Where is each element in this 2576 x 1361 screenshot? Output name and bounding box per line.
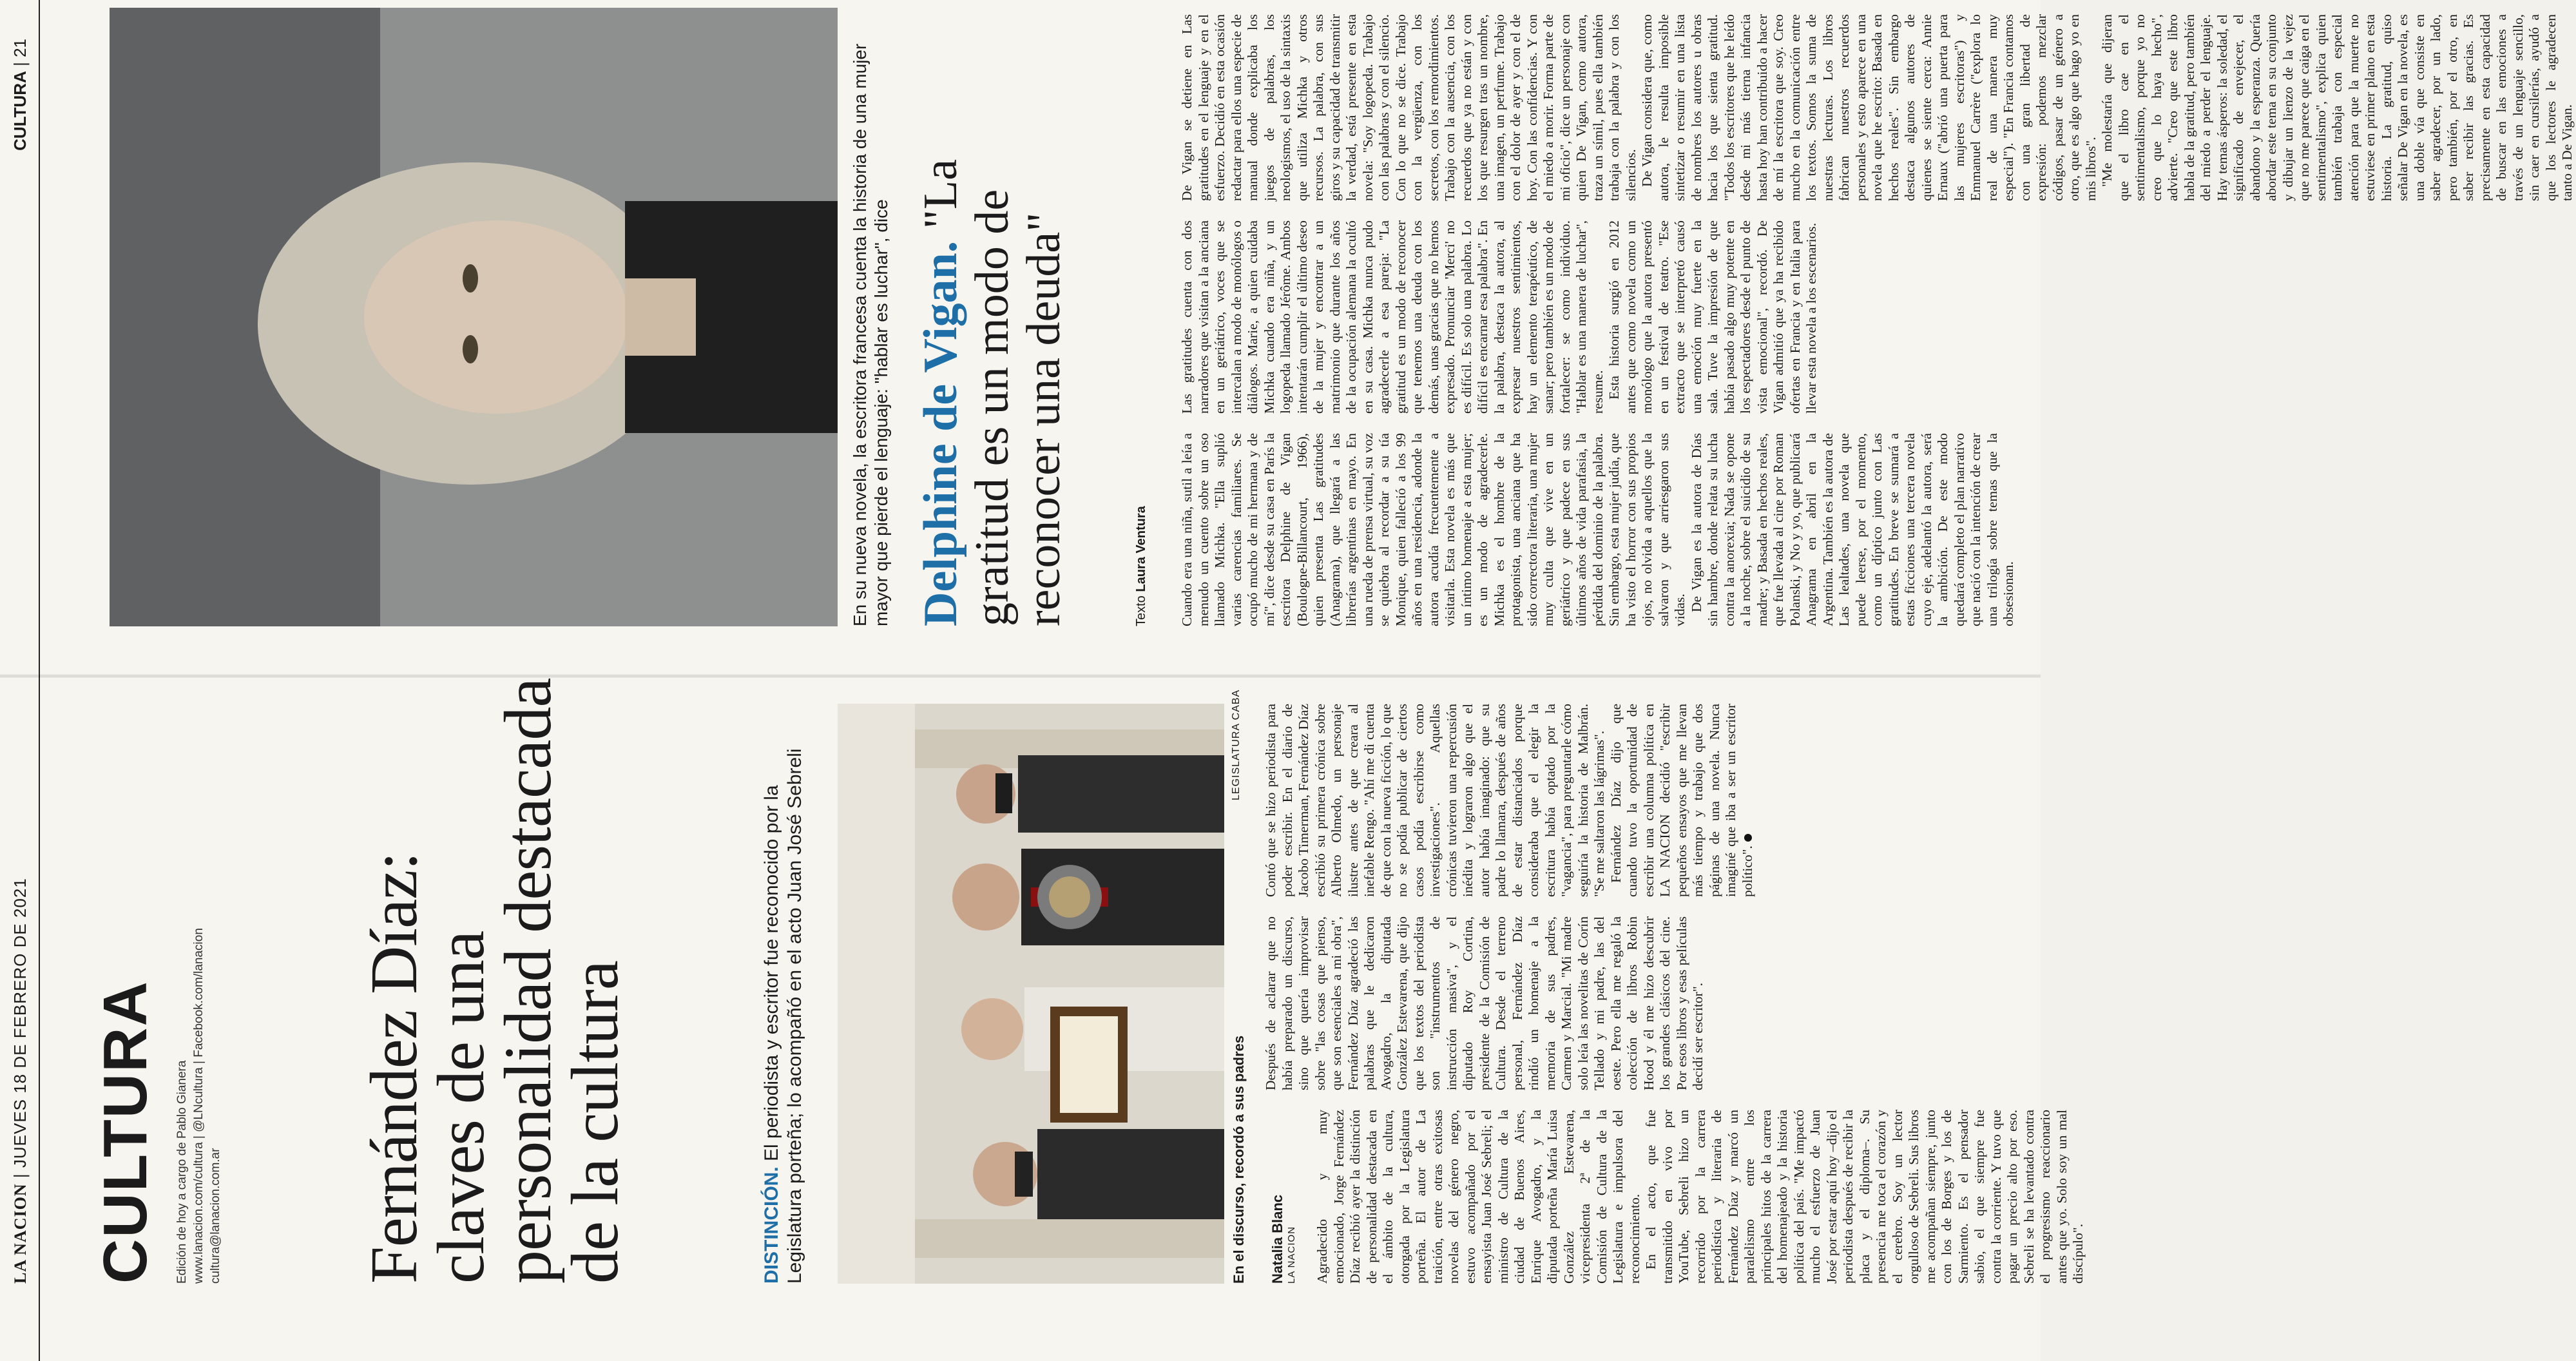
left-article-title: Fernández Díaz: claves de una personalidad destacada de la cultura [357,678,632,1284]
page-header [0,0,40,1361]
ceremony-photo-illustration [838,704,1224,1284]
left-byline [1269,1195,1297,1284]
right-article-title [915,8,1070,626]
right-paragraph-6: De Vigan considera que, como autora, le resulta imposible sintetizar o resumir en una lista de nombres los autores u obras hacia los que sienta gratitud. "Todos los escritores que he leído desde mi más tierna infancia hasta hoy han contribuido a hacer de mí la escritora que soy. Creo mucho en la comunicación entre los textos. Somos la suma de nuestras lecturas. Los libros fabrican nuestros recuerdos personales y esto aparece en una novela que he escrito: Basada en hechos reales". Sin embargo destaca algunos autores de quienes se siente cerca: Annie Ernaux ("abrió una puerta para las mujeres escritoras") y Emmanuel Carrère ("explora lo real de una manera muy especial"). "En Francia contamos con una gran libertad de expresión: podemos mezclar códigos, pasar de un género a otro, que es algo que hago yo en mis libros". [1639,14,2099,201]
title-quote: "La gratitud es un modo de reconocer una deuda" [914,159,1070,626]
left-paragraph-1: Agradecido y muy emocionado, Jorge Fernández Díaz recibió ayer la distinción de personalidad destacada en el ámbito de la cultura, otorgada por la Legislatura porteña. El autor de La traición, entre otras exitosas novelas del género negro, estuvo acompañado por el ensayista Juan José Sebreli; el ministro de Cultura de la ciudad de Buenos Aires, Enrique Avogadro, y la diputada porteña María Luisa González Estevarena, vicepresidenta 2ª de la Comisión de Cultura de la Legislatura e impulsora del reconocimiento. [1314,1110,1642,1284]
right-paragraph-7: "Me molestaría que dijeran que el libro cae en el sentimentalismo, porque yo no creo que lo haya hecho", advierte. "Creo que este libro habla de la gratitud, pero también del miedo a perder el lenguaje. Hay temas ásperos: la soledad, el significado de envejecer, el abandono y la esperanza. Quería abordar este tema en su conjunto y dibujar un lienzo de la vejez que no me parece que caiga en el sentimentalismo", explica quien también trabaja con especial atención para que la muerte no estuviese en primer plano en esta historia. La gratitud, quiso señalar De Vigan en la novela, es una doble vía que consiste en saber agradecer, por un lado, pero también, por el otro, en saber recibir las gracias. Es precisamente en esta capacidad de buscar en las emociones a través de un lenguaje sencillo, sin caer en cursilerías, ayudó a que los lectores le agradecen tanto a De Vigan. [2099,14,2575,201]
left-article-lede [760,717,807,1284]
end-of-article-mark [1744,834,1752,842]
right-column-3 [1179,14,2575,201]
author-name: Natalia Blanc [1269,1194,1285,1284]
header-section: CULTURA [10,71,30,151]
right-paragraph-3: Las gratitudes cuenta con dos narradores que visitan a la anciana en un geriátrico, voces que se intercalan a modo de monólogos o diálogos. Marie, a quien cuidaba Michka cuando era niña, y un logopeda llamado Jérôme. Ambos intentarán cumplir el último deseo de la mujer y encontrar a un matrimonio que durante los años de la ocupación alemana la ocultó en su casa. Michka nunca pudo agradecerle a esa pareja: "La gratitud es un modo de reconocer que tenemos una deuda con los demás, unas gracias que no hemos expresado. Pronunciar 'Merci' no es difícil. Es solo una palabra. Lo difícil es encarnar esa palabra". En la palabra, destaca la autora, al expresar nuestros sentimientos, hay un elemento terapéutico, de sanar; pero también es un modo de fortalecer: se como individuo. "Hablar es una manera de luchar", resume. [1179,220,1606,414]
lede-text: El periodista y escritor fue reconocido por la Legislatura porteña; lo acompañó en el acto Juan José Sebreli [761,748,805,1284]
right-column-1 [1179,433,2016,626]
header-masthead: LA NACION | JUEVES 18 DE FEBRERO DE 2021 [10,878,30,1284]
byline-name: Laura Ventura [1134,506,1148,592]
left-paragraph-4: Contó que se hizo periodista para poder escribir. En el diario de Jacobo Timerman, Fernández Díaz escribió su primera crónica sobre Alberto Olmedo, un personaje ilustre antes de que creara al inefable Rengo. "Ahí me di cuenta de que con la nueva ficción, lo que no se podía publicar de ciertos casos podía escribirse como investigaciones". Aquellas crónicas tuvieron una repercusión inédita y lograron algo que el autor había imaginado: que su padre lo llamara, después de años de estar distanciados porque consideraba que el elegir la escritura había optado por la "vagancia", para preguntarle cómo seguiría la historia de Malbrán. "Se me saltaron las lágrimas". [1263,704,1607,897]
left-paragraph-3: Después de aclarar que no había preparado un discurso, sino que quería improvisar sobre "las cosas que pienso, que son esenciales a mi obra", Fernández Díaz agradeció las palabras que le dedicaron Avogadro, la diputada González Estevarena, que dijo que los textos del periodista son "instrumentos de instrucción masiva", y el diputado Roy Cortina, presidente de la Comisión de Cultura. Desde el terreno personal, Fernández Díaz rindió un homenaje a la memoria de sus padres, Carmen y Marcial. "Mi madre solo leía las novelitas de Corín Tellado y mi padre, las del oeste. Pero ella me regaló la colección de libros Robin Hood y él me hizo descubrir los grandes clásicos del cine. Por esos libros y esas películas decidí ser escritor". [1263,916,1706,1090]
left-column-1 [1314,1110,2086,1284]
right-paragraph-4: Esta historia surgió en 2012 antes que como novela como un monólogo que la autora presentó en un festival de teatro. "Ese extracto que se interpretó causó una emoción muy fuerte en la sala. Tuve la impresión de que había pasado algo muy potente en los espectadores desde el punto de vista emocional", recordó. De Vigan admitió que ya ha recibido ofertas en Francia y en Italia para llevar esta novela a los escenarios. [1606,220,1819,414]
left-column-2 [1263,916,2010,1090]
right-column-2 [1179,220,2010,414]
author-media: LA NACION [1286,1226,1297,1284]
issue-date: JUEVES 18 DE FEBRERO DE 2021 [10,878,30,1168]
right-paragraph-5: De Vigan se detiene en Las gratitudes en el lenguaje y en el esfuerzo. Decidió en esta ocasión redactar para ellos una especie de manual donde explicaba los juegos de palabras, los neologismos, el uso de la sintaxis que utiliza Michka y otros recursos. La palabra, con sus giros y su capacidad de transmitir la verdad, está presente en esta novela: "Soy logopeda. Trabajo con las palabras y con el silencio. Con lo que no se dice. Trabajo con la vergüenza, con los secretos, con los remordimientos. Trabajo con la ausencia, con los recuerdos que ya no están y con los que resurgen tras un nombre, una imagen, un perfume. Trabajo con el dolor de ayer y con el de hoy. Con las confidencias. Y con el miedo a morir. Forma parte de mi oficio", dice un personaje con quien De Vigan, como autora, traza un símil, pues ella también trabaja con la palabra y con los silencios. [1179,14,1639,201]
left-column-3 [1263,704,2010,897]
right-article-deck: En su nueva novela, la escritora francesa cuenta la historia de una mujer mayor que pierde el lenguaje: "hablar es luchar", dice [850,43,891,626]
photo-credit: LEGISLATURA CABA [1231,689,1242,800]
byline-label: Texto [1134,595,1148,626]
right-paragraph-1: Cuando era una niña, sutil a leía a menudo un cuento sobre un oso llamado Michka. "Ella suplió varias carencias familiares. Se ocupó mucho de mi hermana y de mí", dice desde su casa en París la escritora Delphine de Vigan (Boulogne-Billancourt, 1966), quien presenta Las gratitudes (Anagrama), que llegará a las librerías argentinas en mayo. En una rueda de prensa virtual, su voz se quiebra al recordar a su tía Monique, quien falleció a los 99 años en una residencia, adonde la autora acudía frecuentemente a visitarla. Esta novela es más que un íntimo homenaje a esta mujer; es un modo de agradecerle. Michka es el hombre de la protagonista, una anciana que ha sido correctora literaria, una mujer muy culta que vive en un geriátrico y que padece en sus últimos años de vida parafasia, la pérdida del dominio de la palabra. Sin embargo, esta mujer judía, que ha visto el horror con sus propios ojos, no olvida a aquellos que la salvaron y que arriesgaron sus vidas. [1179,433,1687,626]
section-title: CULTURA [91,980,160,1284]
credit-links: www.lanacion.com/cultura | @LNcultura | Facebook.com/lanacion [192,928,206,1284]
photo-caption: En el discurso, recordó a sus padres [1231,1035,1247,1284]
title-name: Delphine de Vigan. [914,240,967,626]
header-page-info: CULTURA | 21 [10,39,30,151]
lede-kicker: DISTINCIÓN. [761,1166,782,1284]
section-credits [174,858,224,1284]
right-byline [1134,506,1149,626]
credit-email: cultura@lanacion.com.ar [209,1148,222,1284]
page-fold [0,674,2041,678]
page-number: 21 [10,39,30,57]
award-ceremony-photo [838,704,1224,1284]
right-paragraph-2: De Vigan es la autora de Días sin hambre, donde relata su lucha contra la anorexia; Nada se opone a la noche, sobre el suicidio de su madre; y Basada en hechos reales, que fue llevada al cine por Roman Polanski, y No y yo, que publicará Anagrama en abril en la Argentina. También es la autora de Las lealtades, una novela que puede leerse, por el momento, como un díptico junto con Las gratitudes. En breve se sumará a estas ficciones una tercera novela cuyo eje, adelantó la autora, será la ambición. De este modo quedará completo el plan narrativo que nació con la intención de crear una trilogía sobre temas que la obsesionan. [1688,433,2016,626]
left-paragraph-5: Fernández Díaz dijo que cuando tuvo la oportunidad de escribir una columna política en LA NACION decidió "escribir pequeños ensayos que me llevan más tiempo y trabajo que dos páginas de una novela. Nunca imaginé que iba a ser un escritor político". [1608,704,1755,897]
credit-editor: Edición de hoy a cargo de Pablo Gianera [175,1060,189,1284]
left-paragraph-2: En el acto, que fue transmitido en vivo por YouTube, Sebreli hizo un recorrido por la carrera periodística y literaria de Fernández Díaz y marcó un paralelismo entre los principales hitos de la carrera del homenajeado y la historia política del país. "Me impactó mucho el esfuerzo de Juan José por estar aquí hoy –dijo el periodista después de recibir la placa y el diploma–. Su presencia me toca el corazón y el cerebro. Soy un lector orgulloso de Sebreli. Sus libros me acompañan siempre, junto con los de Borges y los de Sarmiento. Es el pensador sabio, el que siempre fue contra la corriente. Y tuvo que pagar un precio alto por eso. Sebreli se ha levantado contra el progresismo reaccionario antes que yo. Solo soy un mal discípulo". [1643,1110,2086,1284]
portrait-illustration [110,8,838,626]
delphine-de-vigan-portrait [110,8,838,626]
newspaper-name: LA NACION [11,1183,30,1284]
